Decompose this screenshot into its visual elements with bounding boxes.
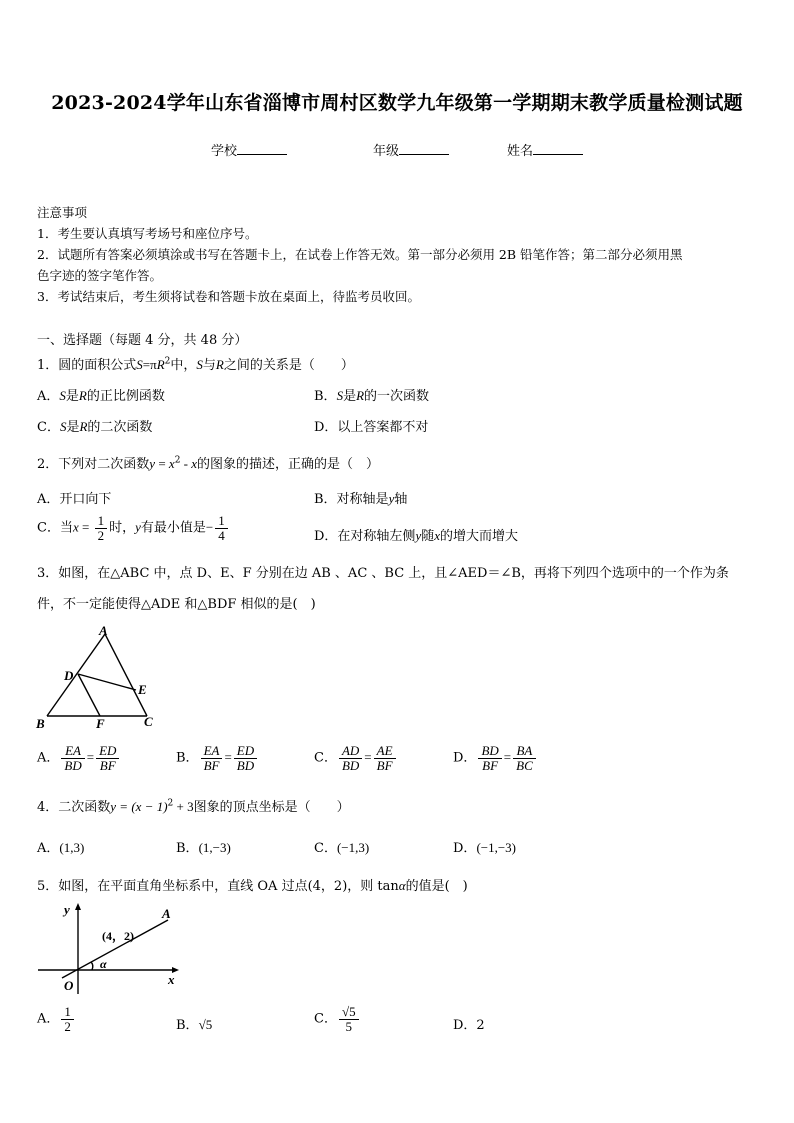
graph-label-y: y bbox=[64, 902, 70, 917]
graph-point-label: (4，2) bbox=[102, 929, 134, 943]
school-field: 学校 bbox=[211, 140, 287, 159]
question-3-option-c: C． $\frac{AD}{BD}$ = $\frac{AE}{BF}$ bbox=[314, 744, 398, 772]
grade-field: 年级 bbox=[373, 140, 449, 159]
question-2-option-c: C．当x = $\frac{1}{2}$ 时，y有最小值是− $\frac{1}{4}$ bbox=[37, 514, 230, 542]
graph-angle-label: α bbox=[100, 957, 107, 971]
question-2-option-d: D．在对称轴左侧y随x的增大而增大 bbox=[314, 528, 519, 544]
section-heading: 一、选择题（每题 4 分，共 48 分） bbox=[37, 333, 248, 348]
question-3-stem-line-2: 件，不一定能使得△ADE 和△BDF 相似的是( ) bbox=[37, 597, 316, 612]
question-3-option-d: D． $\frac{BD}{BF}$ = $\frac{BA}{BC}$ bbox=[453, 744, 538, 772]
question-4-stem: 4．二次函数$y = (x - 1)^2 + 3$图象的顶点坐标是（ ） bbox=[37, 798, 350, 815]
graph-label-origin: O bbox=[64, 978, 74, 993]
triangle-figure bbox=[30, 622, 170, 732]
question-1-stem: 1．圆的面积公式$S=\pi R^2$中，S与R之间的关系是（ ） bbox=[37, 356, 354, 373]
notice-item-3: 3．考试结束后，考生须将试卷和答题卡放在桌面上，待监考员收回。 bbox=[37, 289, 420, 304]
graph-label-x: x bbox=[168, 972, 175, 987]
notice-item-2: 2．试题所有答案必须填涂或书写在答题卡上，在试卷上作答无效。第一部分必须用 2B 铅笔作答；第二部分必须用黑 bbox=[37, 247, 683, 262]
question-3-option-a: A． $\frac{EA}{BD}$ = $\frac{ED}{BF}$ bbox=[37, 744, 121, 772]
graph-label-a: A bbox=[162, 906, 171, 921]
question-2-option-b: B．对称轴是y轴 bbox=[314, 491, 408, 507]
notice-item-2-cont: 色字迹的签字笔作答。 bbox=[37, 268, 163, 283]
question-5-option-c: C． $\frac{√5}{5}$ bbox=[314, 1005, 361, 1033]
question-1-option-d: D．以上答案都不对 bbox=[314, 420, 429, 435]
question-5-option-b: B．√5 bbox=[176, 1017, 213, 1033]
question-2-option-a: A．开口向下 bbox=[37, 492, 112, 507]
label-e: E bbox=[138, 682, 147, 697]
label-d: D bbox=[64, 668, 74, 683]
question-5-stem: 5．如图，在平面直角坐标系中，直线 OA 过点(4，2)，则 tanα的值是( ) bbox=[37, 878, 468, 894]
question-4-option-a: A．(1,3) bbox=[37, 840, 85, 856]
name-field: 姓名 bbox=[507, 140, 583, 159]
exam-title: 2023-2024学年山东省淄博市周村区数学九年级第一学期期末教学质量检测试题 bbox=[51, 92, 743, 114]
label-f: F bbox=[96, 716, 105, 731]
question-5-option-d: D．2 bbox=[453, 1018, 485, 1033]
label-a: A bbox=[99, 623, 108, 638]
question-5-option-a: A． $\frac{1}{2}$ bbox=[37, 1005, 76, 1033]
question-4-option-c: C．(−1,3) bbox=[314, 840, 370, 856]
label-c: C bbox=[144, 714, 153, 729]
question-1-option-c: C．S是R的二次函数 bbox=[37, 419, 153, 435]
notice-heading: 注意事项 bbox=[37, 205, 88, 220]
question-4-option-d: D．(−1,−3) bbox=[453, 840, 517, 856]
notice-item-1: 1．考生要认真填写考场号和座位序号。 bbox=[37, 226, 258, 241]
question-2-stem: 2．下列对二次函数$y = x^2 - x$的图象的描述，正确的是（ ） bbox=[37, 455, 380, 472]
question-1-option-a: A．S是R的正比例函数 bbox=[37, 388, 165, 404]
coordinate-figure bbox=[30, 898, 185, 998]
question-1-option-b: B．S是R的一次函数 bbox=[314, 388, 430, 404]
question-3-option-b: B． $\frac{EA}{BF}$ = $\frac{ED}{BD}$ bbox=[176, 744, 259, 772]
label-b: B bbox=[36, 716, 45, 731]
question-4-option-b: B．(1,−3) bbox=[176, 840, 231, 856]
question-3-stem-line-1: 3．如图，在△ABC 中，点 D、E、F 分别在边 AB 、AC 、BC 上，且∠AED＝∠B，再将下列四个选项中的一个作为条 bbox=[37, 566, 729, 581]
